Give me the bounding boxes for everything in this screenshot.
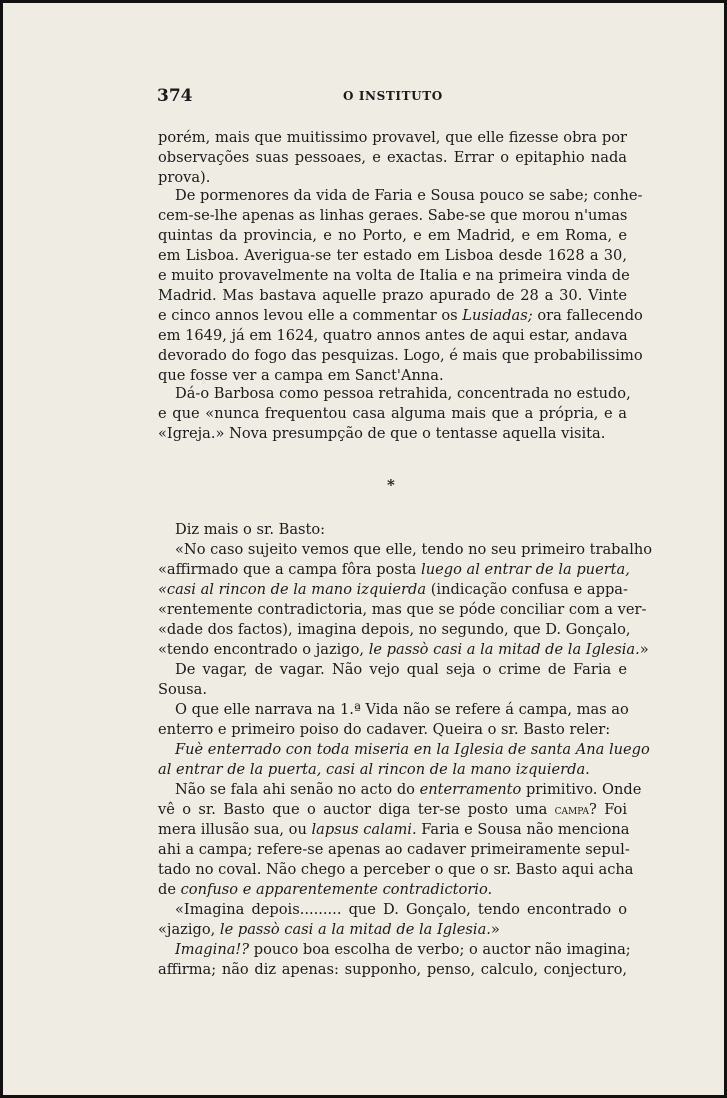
text-run: ? Foi bbox=[589, 801, 627, 818]
text-line: em Lisboa. Averigua-se ter estado em Lisboa desde 1628 a 30, bbox=[158, 247, 627, 264]
text-line: O que elle narrava na 1.ª Vida não se refere á campa, mas ao bbox=[175, 701, 629, 718]
text-line bbox=[158, 760, 627, 780]
text-line: e que «nunca frequentou casa alguma mais que a própria, e a bbox=[158, 405, 627, 422]
text-line bbox=[175, 780, 642, 800]
scan-border-top bbox=[0, 0, 727, 3]
text-line: quintas da provincia, e no Porto, e em Madrid, e em Roma, e bbox=[158, 227, 627, 244]
text-run: mera illusão sua, ou bbox=[158, 821, 307, 838]
text-line bbox=[158, 880, 627, 900]
text-run: (indicação confusa e appa- bbox=[430, 581, 628, 598]
text-line: De vagar, de vagar. Não vejo qual seja o crime de Faria e bbox=[175, 661, 627, 678]
text-line: e muito provavelmente na volta de Italia e na primeira vinda de bbox=[158, 267, 630, 284]
text-line: tado no coval. Não chego a perceber o que o sr. Basto aqui acha bbox=[158, 861, 634, 878]
text-line bbox=[175, 740, 650, 760]
text-line: prova). bbox=[158, 169, 211, 186]
text-run: » bbox=[490, 921, 500, 938]
text-line: De pormenores da vida de Faria e Sousa pouco se sabe; conhe- bbox=[175, 187, 643, 204]
text-line: Dá-o Barbosa como pessoa retrahida, concentrada no estudo, bbox=[175, 385, 631, 402]
text-run: vê o sr. Basto que o auctor diga ter-se posto uma bbox=[158, 801, 548, 818]
text-line: «No caso sujeito vemos que elle, tendo no seu primeiro trabalho bbox=[175, 541, 653, 558]
text-run: primitivo. Onde bbox=[525, 781, 642, 798]
text-line: cem-se-lhe apenas as linhas geraes. Sabe-se que morou n'umas bbox=[158, 207, 628, 224]
text-line: «rentemente contradictoria, mas que se póde conciliar com a ver- bbox=[158, 601, 647, 618]
text-line: Diz mais o sr. Basto: bbox=[175, 521, 326, 538]
text-line bbox=[158, 820, 630, 840]
text-line: em 1649, já em 1624, quatro annos antes de aqui estar, andava bbox=[158, 327, 628, 344]
page-number: 374 bbox=[157, 86, 193, 106]
text-line: affirma; não diz apenas: supponho, penso, calculo, conjecturo, bbox=[158, 961, 627, 978]
text-line: Madrid. Mas bastava aquelle prazo apurado de 28 a 30. Vinte bbox=[158, 287, 627, 304]
text-line bbox=[158, 580, 627, 600]
text-line: devorado do fogo das pesquizas. Logo, é mais que probabilissimo bbox=[158, 347, 643, 364]
italic-term: Imagina!? bbox=[175, 941, 250, 958]
text-line: «Igreja.» Nova presumpção de que o tentasse aquella visita. bbox=[158, 425, 606, 442]
text-line bbox=[158, 560, 630, 580]
text-line: observações suas pessoaes, e exactas. Errar o epitaphio nada bbox=[158, 149, 627, 166]
text-run: «tendo encontrado o jazigo, bbox=[158, 641, 365, 658]
italic-title: Lusiadas; bbox=[462, 307, 533, 324]
italic-term: confuso e apparentemente contradictorio. bbox=[180, 881, 493, 898]
italic-quote: Fuè enterrado con toda miseria en la Iglesia de santa Ana luego bbox=[175, 741, 650, 758]
text-line bbox=[158, 306, 643, 326]
section-separator: * bbox=[387, 476, 395, 494]
text-run: e cinco annos levou elle a commentar os bbox=[158, 307, 458, 324]
text-run: Não se fala ahi senão no acto do bbox=[175, 781, 415, 798]
text-run: pouco boa escolha de verbo; o auctor não imagina; bbox=[253, 941, 631, 958]
italic-quote: al entrar de la puerta, casi al rincon de la mano izquierda. bbox=[158, 761, 590, 778]
text-line: que fosse ver a campa em Sanct'Anna. bbox=[158, 367, 444, 384]
italic-term: enterramento bbox=[419, 781, 522, 798]
italic-quote: le passò casi a la mitad de la Iglesia. bbox=[368, 641, 640, 658]
text-run: ora fallecendo bbox=[537, 307, 643, 324]
text-line bbox=[158, 640, 649, 660]
italic-quote: le passò casi a la mitad de la Iglesia. bbox=[219, 921, 491, 938]
text-line: «Imagina depois......... que D. Gonçalo, tendo encontrado o bbox=[175, 901, 627, 918]
italic-quote: luego al entrar de la puerta, bbox=[421, 561, 630, 578]
text-run: Faria e Sousa não menciona bbox=[421, 821, 630, 838]
text-line: porém, mais que muitissimo provavel, que elle fizesse obra por bbox=[158, 129, 627, 146]
text-run: de bbox=[158, 881, 176, 898]
text-run: «affirmado que a campa fôra posta bbox=[158, 561, 417, 578]
text-line bbox=[158, 800, 627, 821]
running-head: O INSTITUTO bbox=[343, 89, 443, 103]
text-run: «jazigo, bbox=[158, 921, 216, 938]
text-line bbox=[175, 940, 631, 960]
text-line: Sousa. bbox=[158, 681, 208, 698]
text-line bbox=[158, 920, 627, 940]
text-line: ahi a campa; refere-se apenas ao cadaver primeiramente sepul- bbox=[158, 841, 630, 858]
text-run: » bbox=[639, 641, 649, 658]
text-line: «dade dos factos), imagina depois, no segundo, que D. Gonçalo, bbox=[158, 621, 631, 638]
italic-quote: «casi al rincon de la mano izquierda bbox=[158, 581, 427, 598]
scan-border-left bbox=[0, 0, 3, 1098]
text-line: enterro e primeiro poiso do cadaver. Queira o sr. Basto reler: bbox=[158, 721, 611, 738]
small-caps-term: campa bbox=[554, 803, 590, 818]
italic-term: lapsus calami. bbox=[311, 821, 417, 838]
